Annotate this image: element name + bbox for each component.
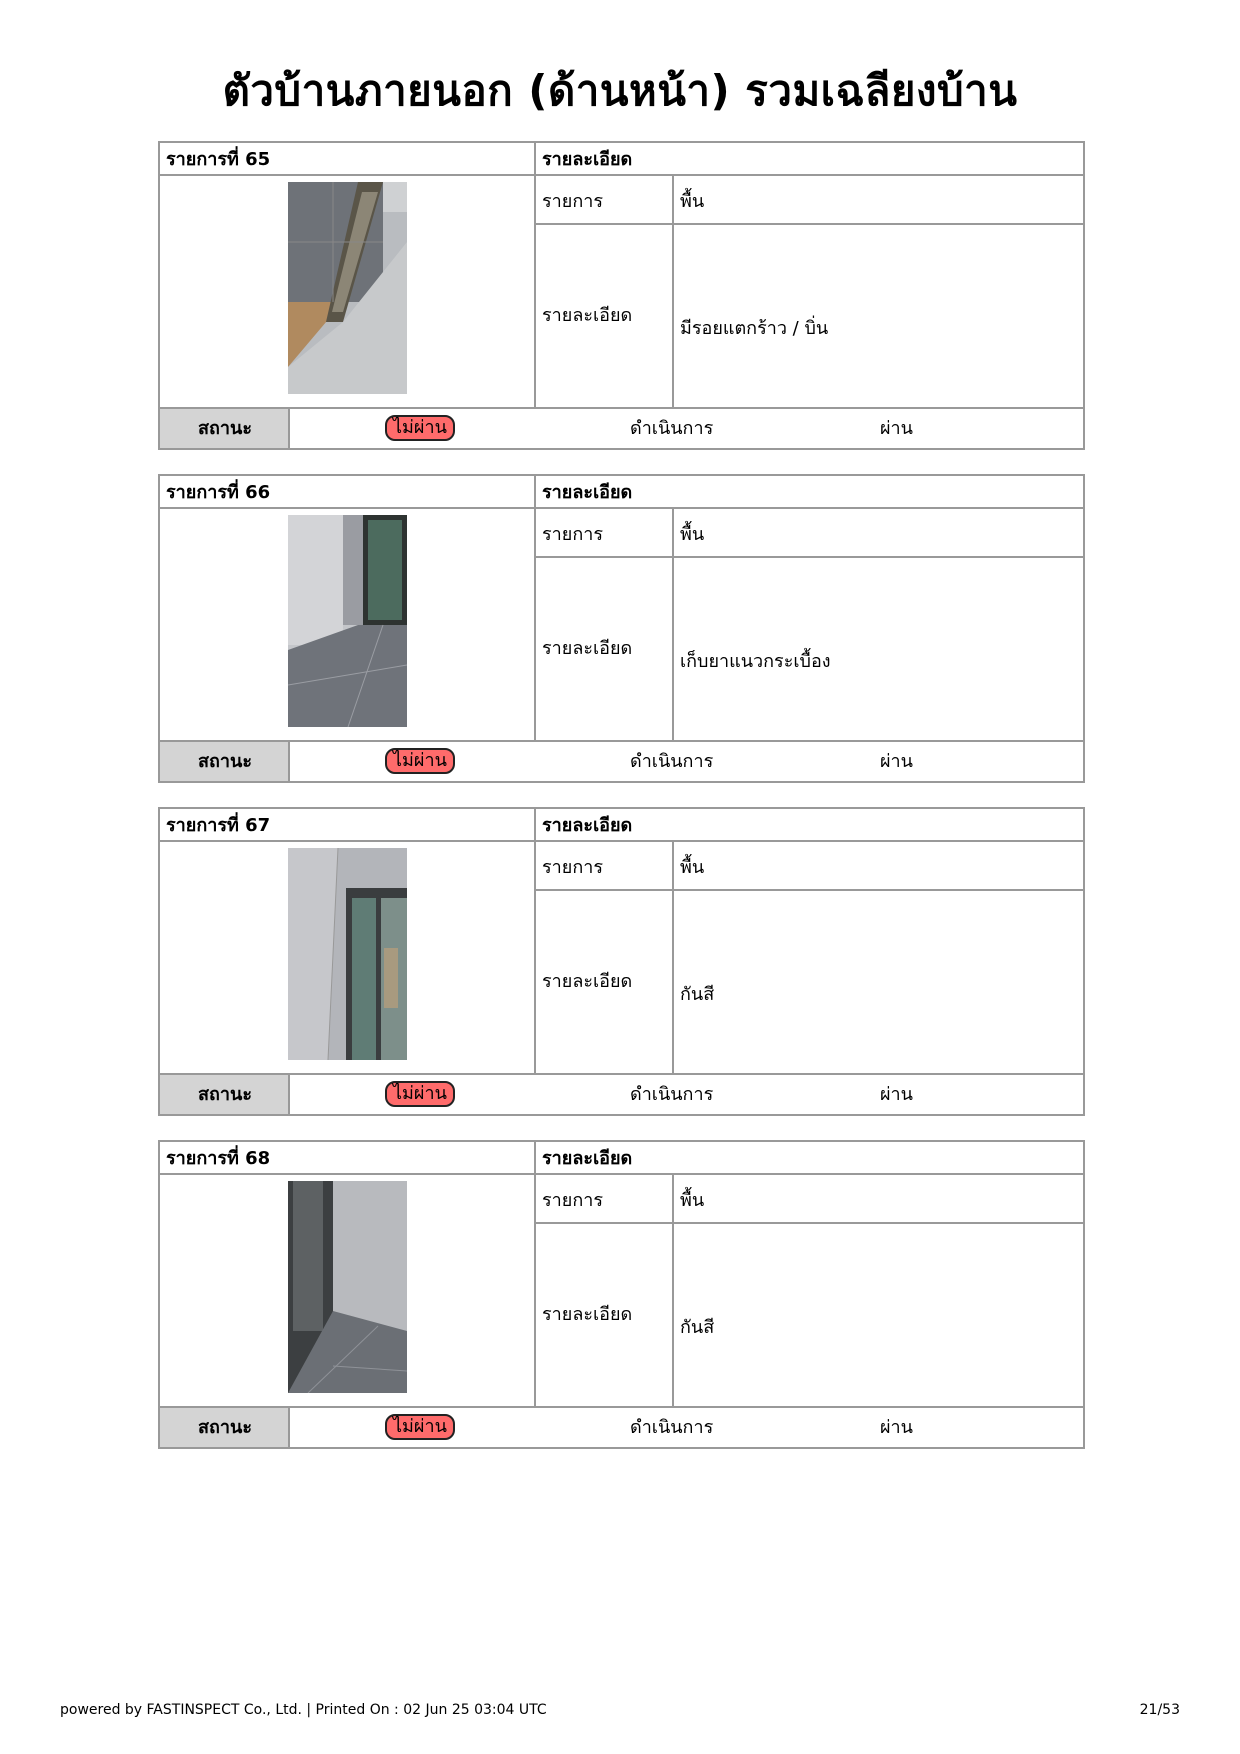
inspection-photo[interactable] [288,1181,407,1393]
detail-header: รายละเอียด [542,1148,633,1169]
card-header-left [160,809,536,842]
status-label: สถานะ [198,751,252,772]
inspection-photo[interactable] [288,182,407,394]
item-number: รายการที่ 66 [166,482,271,503]
status-in-progress[interactable]: ดำเนินการ [630,751,714,772]
page-title: ตัวบ้านภายนอก (ด้านหน้า) รวมเฉลียงบ้าน [222,66,1018,115]
wall-door-tile-photo [288,515,407,727]
status-label-cell [160,742,290,781]
photo-cell [160,1175,536,1408]
item-label: รายการ [542,524,603,545]
status-pass[interactable]: ผ่าน [880,751,913,772]
detail-value-cell [674,558,1083,742]
inspection-card [158,807,1085,1116]
item-value: พื้น [680,857,705,878]
status-label-cell [160,1075,290,1114]
item-label-cell [536,842,674,891]
detail-label: รายละเอียด [542,1304,633,1325]
card-header-right [536,1142,1083,1175]
detail-label: รายละเอียด [542,638,633,659]
detail-value: กันสี [680,984,715,1005]
item-value-cell [674,509,1083,558]
item-value: พื้น [680,524,705,545]
item-number: รายการที่ 65 [166,149,271,170]
detail-header: รายละเอียด [542,482,633,503]
status-in-progress[interactable]: ดำเนินการ [630,1417,714,1438]
status-pass[interactable]: ผ่าน [880,1417,913,1438]
status-in-progress[interactable]: ดำเนินการ [630,418,714,439]
status-in-progress[interactable]: ดำเนินการ [630,1084,714,1105]
status-row [290,742,1083,781]
item-value-cell [674,176,1083,225]
card-header-left [160,476,536,509]
inspection-card [158,1140,1085,1449]
footer-credit: powered by FASTINSPECT Co., Ltd. | Printed On : 02 Jun 25 03:04 UTC [60,1702,547,1718]
status-label-cell [160,1408,290,1447]
photo-cell [160,509,536,742]
item-label-cell [536,509,674,558]
detail-value-cell [674,1224,1083,1408]
detail-label-cell [536,558,674,742]
item-number: รายการที่ 68 [166,1148,271,1169]
photo-cell [160,842,536,1075]
detail-label-cell [536,1224,674,1408]
detail-value: กันสี [680,1317,715,1338]
status-row [290,1408,1083,1447]
photo-cell [160,176,536,409]
inspection-photo[interactable] [288,848,407,1060]
detail-label-cell [536,891,674,1075]
detail-header: รายละเอียด [542,149,633,170]
item-label: รายการ [542,857,603,878]
card-header-left [160,143,536,176]
detail-label: รายละเอียด [542,971,633,992]
item-value-cell [674,1175,1083,1224]
status-fail-badge[interactable]: ไม่ผ่าน [385,748,455,774]
status-label: สถานะ [198,418,252,439]
card-header-right [536,476,1083,509]
card-header-left [160,1142,536,1175]
sliding-door-photo [288,848,407,1060]
card-header-right [536,809,1083,842]
item-label: รายการ [542,191,603,212]
detail-header: รายละเอียด [542,815,633,836]
detail-value: เก็บยาแนวกระเบื้อง [680,651,831,672]
status-label: สถานะ [198,1084,252,1105]
status-pass[interactable]: ผ่าน [880,1084,913,1105]
door-frame-floor-photo [288,1181,407,1393]
card-header-right [536,143,1083,176]
status-row [290,1075,1083,1114]
status-label-cell [160,409,290,448]
item-value: พื้น [680,191,705,212]
page-number: 21/53 [1139,1702,1180,1718]
status-fail-badge[interactable]: ไม่ผ่าน [385,1081,455,1107]
detail-value-cell [674,225,1083,409]
inspection-card [158,141,1085,450]
item-label-cell [536,1175,674,1224]
item-number: รายการที่ 67 [166,815,271,836]
floor-tile-pebble-photo [288,182,407,394]
item-value: พื้น [680,1190,705,1211]
detail-value: มีรอยแตกร้าว / บิ่น [680,318,829,339]
detail-value-cell [674,891,1083,1075]
status-fail-badge[interactable]: ไม่ผ่าน [385,1414,455,1440]
item-label: รายการ [542,1190,603,1211]
inspection-card [158,474,1085,783]
item-label-cell [536,176,674,225]
status-label: สถานะ [198,1417,252,1438]
item-value-cell [674,842,1083,891]
inspection-photo[interactable] [288,515,407,727]
status-fail-badge[interactable]: ไม่ผ่าน [385,415,455,441]
status-row [290,409,1083,448]
detail-label: รายละเอียด [542,305,633,326]
detail-label-cell [536,225,674,409]
status-pass[interactable]: ผ่าน [880,418,913,439]
